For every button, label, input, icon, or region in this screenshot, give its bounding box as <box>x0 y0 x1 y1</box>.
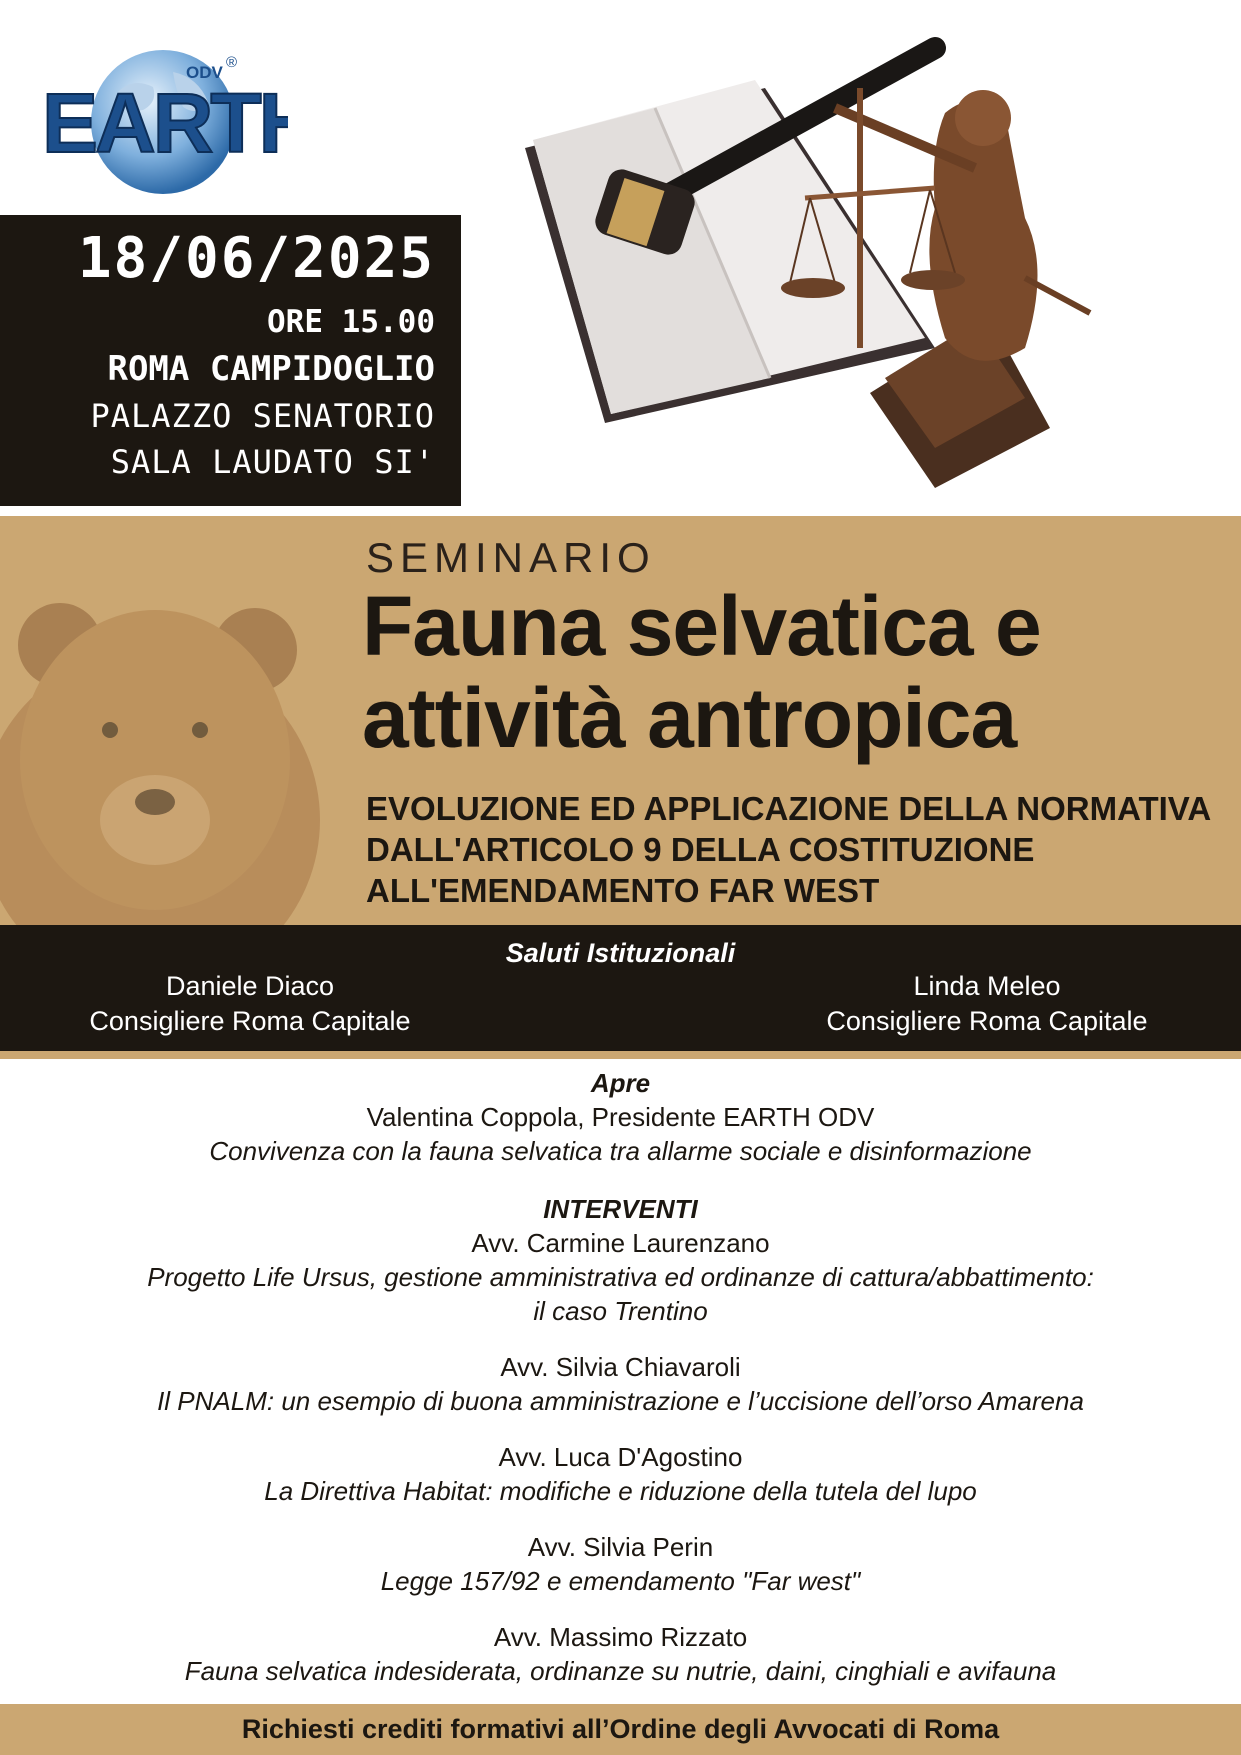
event-time: ORE 15.00 <box>267 304 435 340</box>
event-date: 18/06/2025 <box>77 226 435 291</box>
talk-title: La Direttiva Habitat: modifiche e riduzione della tutela del lupo <box>264 1476 977 1506</box>
greeting-speaker-role: Consigliere Roma Capitale <box>89 1006 411 1036</box>
apre-talk: Convivenza con la fauna selvatica tra allarme sociale e disinformazione <box>209 1136 1032 1166</box>
speaker-name: Avv. Silvia Chiavaroli <box>500 1352 741 1382</box>
speaker-name: Avv. Massimo Rizzato <box>493 1622 748 1652</box>
speaker-name: Avv. Silvia Perin <box>527 1532 714 1562</box>
seminar-title-line-1: Fauna selvatica e <box>362 579 1041 673</box>
event-room: SALA LAUDATO SI' <box>110 443 435 481</box>
greeting-speaker-role: Consigliere Roma Capitale <box>826 1006 1148 1036</box>
lady-justice-statue <box>781 88 1090 488</box>
event-info-box <box>0 215 461 506</box>
greeting-speaker <box>20 969 480 1039</box>
greetings-heading: Saluti Istituzionali <box>505 938 736 968</box>
talk-title: Fauna selvatica indesiderata, ordinanze su nutrie, daini, cinghiali e avifauna <box>184 1656 1057 1686</box>
talk-title: Progetto Life Ursus, gestione amministrativa ed ordinanze di cattura/abbattimento: <box>147 1262 1094 1292</box>
svg-text:®: ® <box>226 54 238 71</box>
seminar-subtitle-line-1: EVOLUZIONE ED APPLICAZIONE DELLA NORMATIVA <box>366 790 1212 827</box>
talk-title: Il PNALM: un esempio di buona amministrazione e l’uccisione dell’orso Amarena <box>157 1386 1084 1416</box>
footer-note: Richiesti crediti formativi all’Ordine degli Avvocati di Roma <box>0 1704 1241 1755</box>
svg-text:ODV: ODV <box>186 63 223 82</box>
event-building: PALAZZO SENATORIO <box>90 397 435 435</box>
program <box>0 1066 1241 1688</box>
greeting-speaker-name: Daniele Diaco <box>165 971 335 1001</box>
greeting-speaker <box>757 969 1217 1039</box>
seminar-subtitle-line-2: DALL'ARTICOLO 9 DELLA COSTITUZIONE <box>366 831 1035 868</box>
speaker-name: Avv. Carmine Laurenzano <box>471 1228 770 1258</box>
apre-heading: Apre <box>590 1068 651 1098</box>
seminar-subtitle-line-3: ALL'EMENDAMENTO FAR WEST <box>366 872 880 909</box>
speaker-name: Avv. Luca D'Agostino <box>498 1442 743 1472</box>
apre-speaker: Valentina Coppola, Presidente EARTH ODV <box>366 1102 875 1132</box>
svg-text:EARTH: EART <box>42 76 259 170</box>
bear-image <box>0 590 320 925</box>
event-place: ROMA CAMPIDOGLIO <box>107 349 435 389</box>
seminar-kicker: SEMINARIO <box>366 534 656 581</box>
divider <box>0 1051 1241 1059</box>
greeting-speaker-name: Linda Meleo <box>913 971 1061 1001</box>
talk-title: Legge 157/92 e emendamento "Far west" <box>380 1566 861 1596</box>
book-icon <box>525 80 935 423</box>
justice-illustration <box>505 18 1155 508</box>
interventi-heading: INTERVENTI <box>543 1194 698 1224</box>
earth-logo <box>38 32 288 197</box>
seminar-subtitle <box>366 788 1211 911</box>
seminar-title-line-2: attività antropica <box>362 671 1017 765</box>
talk-title-cont: il caso Trentino <box>533 1296 708 1326</box>
seminar-title <box>362 580 1041 764</box>
globe-icon <box>38 32 288 197</box>
